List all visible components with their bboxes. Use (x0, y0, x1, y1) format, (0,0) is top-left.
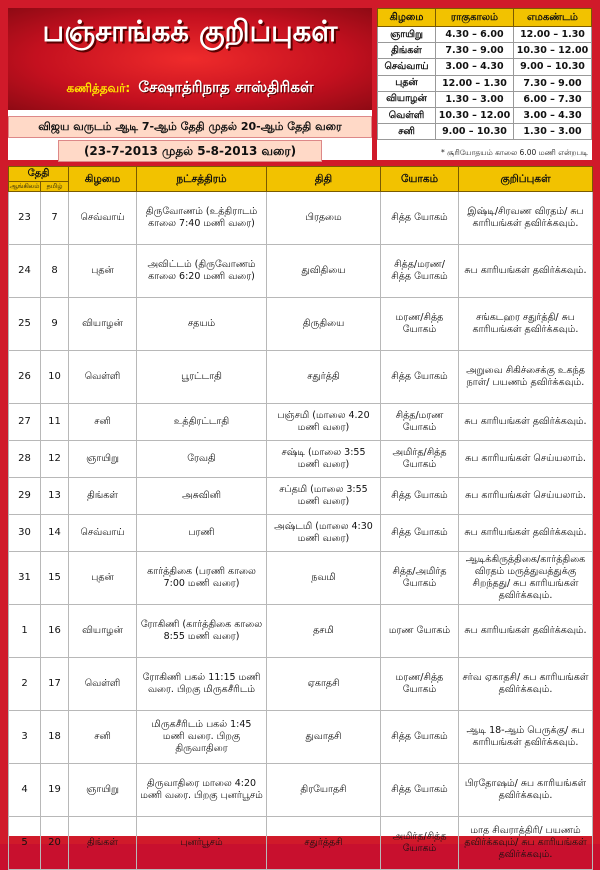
table-row (9, 711, 593, 764)
date-tamil-cell: 10 (41, 351, 69, 404)
day-cell: ஞாயிறு (69, 764, 137, 817)
rahu-row (378, 107, 592, 123)
date-tamil-cell: 15 (41, 552, 69, 605)
date-eng-cell: 1 (9, 605, 41, 658)
main-table-body (9, 192, 593, 870)
tithi-cell: சதுர்த்தசி (267, 817, 381, 870)
day-cell: புதன் (69, 245, 137, 298)
rahu-time-cell: 4.30 – 6.00 (436, 27, 514, 43)
header-date: தேதி (9, 167, 69, 182)
tithi-cell: சஷ்டி (மாலை 3:55 மணி வரை) (267, 441, 381, 478)
date-tamil-cell: 20 (41, 817, 69, 870)
rahu-kalam-panel (377, 8, 592, 160)
yoga-cell: மரண/சித்த யோகம் (381, 298, 459, 351)
day-cell: திங்கள் (69, 478, 137, 515)
star-cell: ரோகிணி பகல் 11:15 மணி வரை. பிறகு மிருகசீரிடம் (137, 658, 267, 711)
rahu-day-cell: வெள்ளி (378, 107, 436, 123)
tithi-cell: பிரதமை (267, 192, 381, 245)
header-tithi: திதி (267, 167, 381, 192)
main-table-header (9, 167, 593, 182)
notes-cell: மாத சிவராத்திரி/ பயணம் தவிர்க்கவும்/ சுப காரியங்கள் தவிர்க்கவும். (459, 817, 593, 870)
day-cell: வெள்ளி (69, 658, 137, 711)
rahu-day-cell: வியாழன் (378, 91, 436, 107)
yoga-cell: சித்த யோகம் (381, 515, 459, 552)
tithi-cell: தசமி (267, 605, 381, 658)
date-eng-cell: 28 (9, 441, 41, 478)
ema-time-cell: 9.00 – 10.30 (514, 59, 592, 75)
date-eng-cell: 23 (9, 192, 41, 245)
rahu-time-cell: 3.00 – 4.30 (436, 59, 514, 75)
star-cell: திருவோணம் (உத்திராடம் காலை 7:40 மணி வரை) (137, 192, 267, 245)
rahu-kalam-table (377, 8, 592, 140)
yoga-cell: சித்த யோகம் (381, 478, 459, 515)
date-eng-cell: 30 (9, 515, 41, 552)
ema-time-cell: 12.00 – 1.30 (514, 27, 592, 43)
day-cell: திங்கள் (69, 817, 137, 870)
rahu-note: * சூரியோதயம் காலை 6.00 மணி என்றபடி (441, 148, 588, 157)
author-name: சேஷாத்ரிநாத சாஸ்திரிகள் (138, 78, 314, 96)
header-star: நட்சத்திரம் (137, 167, 267, 192)
day-cell: சனி (69, 711, 137, 764)
tithi-cell: சப்தமி (மாலை 3:55 மணி வரை) (267, 478, 381, 515)
day-cell: புதன் (69, 552, 137, 605)
notes-cell: சுப காரியங்கள் செய்யலாம். (459, 441, 593, 478)
table-row (9, 478, 593, 515)
yoga-cell: சித்த/அமிர்த யோகம் (381, 552, 459, 605)
notes-cell: சுப காரியங்கள் தவிர்க்கவும். (459, 605, 593, 658)
date-tamil-cell: 18 (41, 711, 69, 764)
notes-cell: சுப காரியங்கள் செய்யலாம். (459, 478, 593, 515)
tithi-cell: துவிதியை (267, 245, 381, 298)
header-yoga: யோகம் (381, 167, 459, 192)
star-cell: மிருகசீரிடம் பகல் 1:45 மணி வரை. பிறகு திருவாதிரை (137, 711, 267, 764)
header-date-eng: ஆங்கிலம் (9, 182, 40, 190)
notes-cell: சுப காரியங்கள் தவிர்க்கவும். (459, 404, 593, 441)
star-cell: அவிட்டம் (திருவோணம் காலை 6:20 மணி வரை) (137, 245, 267, 298)
star-cell: பரணி (137, 515, 267, 552)
date-tamil-cell: 19 (41, 764, 69, 817)
rahu-time-cell: 1.30 – 3.00 (436, 91, 514, 107)
star-cell: அசுவினி (137, 478, 267, 515)
rahu-day-cell: திங்கள் (378, 43, 436, 59)
ema-time-cell: 3.00 – 4.30 (514, 107, 592, 123)
author-row (8, 78, 372, 98)
date-eng-cell: 31 (9, 552, 41, 605)
rahu-table-body (378, 27, 592, 140)
star-cell: புனர்பூசம் (137, 817, 267, 870)
rahu-time-cell: 9.00 – 10.30 (436, 124, 514, 140)
notes-cell: ஆடி 18-ஆம் பெருக்கு/ சுப காரியங்கள் தவிர்க்கவும். (459, 711, 593, 764)
date-eng-cell: 24 (9, 245, 41, 298)
star-cell: கார்த்திகை (பரணி காலை 7:00 மணி வரை) (137, 552, 267, 605)
table-row (9, 351, 593, 404)
date-eng-cell: 29 (9, 478, 41, 515)
day-cell: வியாழன் (69, 605, 137, 658)
tithi-cell: சதுர்த்தி (267, 351, 381, 404)
rahu-header-rahu: ராகுகாலம் (436, 9, 514, 27)
table-row (9, 515, 593, 552)
rahu-day-cell: புதன் (378, 75, 436, 91)
table-row (9, 441, 593, 478)
date-eng-cell: 25 (9, 298, 41, 351)
notes-cell: அறுவை சிகிச்சைக்கு உகந்த நாள்/ பயணம் தவிர்க்கவும். (459, 351, 593, 404)
yoga-cell: சித்த/மரண யோகம் (381, 404, 459, 441)
table-row (9, 605, 593, 658)
period-line: விஜய வருடம் ஆடி 7-ஆம் தேதி முதல் 20-ஆம் தேதி வரை (8, 116, 372, 138)
star-cell: சதயம் (137, 298, 267, 351)
rahu-table-header (378, 9, 592, 27)
ema-time-cell: 7.30 – 9.00 (514, 75, 592, 91)
tithi-cell: பஞ்சமி (மாலை 4.20 மணி வரை) (267, 404, 381, 441)
date-eng-cell: 26 (9, 351, 41, 404)
tithi-cell: திரயோதசி (267, 764, 381, 817)
notes-cell: பிரதோஷம்/ சுப காரியங்கள் தவிர்க்கவும். (459, 764, 593, 817)
yoga-cell: அமிர்த/சித்த யோகம் (381, 441, 459, 478)
yoga-cell: சித்த/மரண/ சித்த யோகம் (381, 245, 459, 298)
rahu-row (378, 43, 592, 59)
yoga-cell: சித்த யோகம் (381, 351, 459, 404)
date-tamil-cell: 16 (41, 605, 69, 658)
notes-cell: சர்வ ஏகாதசி/ சுப காரியங்கள் தவிர்க்கவும். (459, 658, 593, 711)
day-cell: சனி (69, 404, 137, 441)
date-tamil-cell: 13 (41, 478, 69, 515)
rahu-time-cell: 10.30 – 12.00 (436, 107, 514, 123)
yoga-cell: அமிர்த/சித்த யோகம் (381, 817, 459, 870)
ema-time-cell: 1.30 – 3.00 (514, 124, 592, 140)
star-cell: ரேவதி (137, 441, 267, 478)
date-eng-cell: 27 (9, 404, 41, 441)
date-eng-cell: 2 (9, 658, 41, 711)
notes-cell: சுப காரியங்கள் தவிர்க்கவும். (459, 245, 593, 298)
notes-cell: சங்கடஹர சதுர்த்தி/ சுப காரியங்கள் தவிர்க்கவும். (459, 298, 593, 351)
day-cell: செவ்வாய் (69, 192, 137, 245)
panchangam-table (8, 166, 593, 870)
tithi-cell: அஷ்டமி (மாலை 4:30 மணி வரை) (267, 515, 381, 552)
rahu-day-cell: செவ்வாய் (378, 59, 436, 75)
title-banner (8, 8, 372, 110)
table-row (9, 298, 593, 351)
header-day: கிழமை (69, 167, 137, 192)
date-eng-cell: 4 (9, 764, 41, 817)
rahu-time-cell: 7.30 – 9.00 (436, 43, 514, 59)
date-tamil-cell: 17 (41, 658, 69, 711)
tithi-cell: துவாதசி (267, 711, 381, 764)
rahu-row (378, 75, 592, 91)
day-cell: செவ்வாய் (69, 515, 137, 552)
rahu-header-day: கிழமை (378, 9, 436, 27)
date-tamil-cell: 8 (41, 245, 69, 298)
day-cell: ஞாயிறு (69, 441, 137, 478)
table-row (9, 245, 593, 298)
header-date-tamil: தமிழ் (41, 182, 69, 192)
date-tamil-cell: 9 (41, 298, 69, 351)
tithi-cell: திருதியை (267, 298, 381, 351)
date-tamil-cell: 7 (41, 192, 69, 245)
yoga-cell: மரண யோகம் (381, 605, 459, 658)
table-row (9, 404, 593, 441)
date-tamil-cell: 14 (41, 515, 69, 552)
tithi-cell: ஏகாதசி (267, 658, 381, 711)
rahu-row (378, 59, 592, 75)
rahu-row (378, 91, 592, 107)
author-label: கணித்தவர்: (66, 81, 131, 95)
star-cell: உத்திரட்டாதி (137, 404, 267, 441)
yoga-cell: சித்த யோகம் (381, 764, 459, 817)
table-row (9, 764, 593, 817)
table-row (9, 192, 593, 245)
notes-cell: சுப காரியங்கள் தவிர்க்கவும். (459, 515, 593, 552)
star-cell: திருவாதிரை மாலை 4:20 மணி வரை. பிறகு புனர்பூசம் (137, 764, 267, 817)
table-row (9, 658, 593, 711)
yoga-cell: சித்த யோகம் (381, 192, 459, 245)
day-cell: வெள்ளி (69, 351, 137, 404)
header-panel (8, 8, 372, 160)
rahu-row (378, 27, 592, 43)
date-eng-cell: 5 (9, 817, 41, 870)
star-cell: ரோகிணி (கார்த்திகை காலை 8:55 மணி வரை) (137, 605, 267, 658)
rahu-time-cell: 12.00 – 1.30 (436, 75, 514, 91)
ema-time-cell: 10.30 – 12.00 (514, 43, 592, 59)
star-cell: பூரட்டாதி (137, 351, 267, 404)
date-eng-cell: 3 (9, 711, 41, 764)
date-tamil-cell: 11 (41, 404, 69, 441)
yoga-cell: மரண/சித்த யோகம் (381, 658, 459, 711)
notes-cell: ஆடிக்கிருத்திகை/கார்த்திகை விரதம் மருத்துவத்துக்கு சிறந்தது/ சுப காரியங்கள் தவிர்க்கவும். (459, 552, 593, 605)
day-cell: வியாழன் (69, 298, 137, 351)
rahu-row (378, 124, 592, 140)
page-title: பஞ்சாங்கக் குறிப்புகள் (42, 14, 338, 48)
panchangam-panel (8, 166, 592, 860)
date-tamil-cell: 12 (41, 441, 69, 478)
header-notes: குறிப்புகள் (459, 167, 593, 192)
ema-time-cell: 6.00 – 7.30 (514, 91, 592, 107)
yoga-cell: சித்த யோகம் (381, 711, 459, 764)
rahu-header-ema: எமகண்டம் (514, 9, 592, 27)
rahu-day-cell: சனி (378, 124, 436, 140)
table-row (9, 817, 593, 870)
date-range: (23-7-2013 முதல் 5-8-2013 வரை) (58, 140, 322, 162)
rahu-day-cell: ஞாயிறு (378, 27, 436, 43)
tithi-cell: நவமி (267, 552, 381, 605)
notes-cell: இஷ்டி/சிரவண விரதம்/ சுப காரியங்கள் தவிர்க்கவும். (459, 192, 593, 245)
table-row (9, 552, 593, 605)
